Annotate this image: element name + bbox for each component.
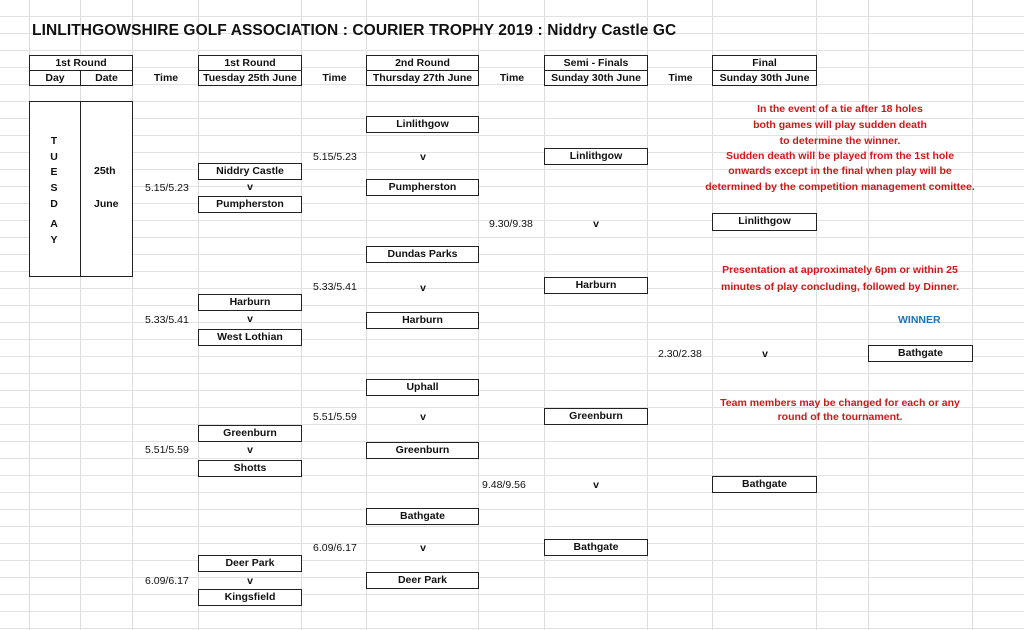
day-letter: S [50, 182, 58, 194]
date-day: 25th [94, 165, 116, 177]
vs-label: v [593, 218, 599, 230]
winner-label: WINNER [898, 314, 941, 326]
day-letter: A [50, 218, 58, 230]
r2-m4-home: Bathgate [366, 508, 479, 525]
r1-m2-away: West Lothian [198, 329, 302, 346]
r1-m3-away: Shotts [198, 460, 302, 477]
day-letter: D [50, 198, 58, 210]
header-second-round: 2nd Round [366, 55, 479, 71]
header-time-3: Time [499, 72, 525, 84]
header-time-1: Time [153, 72, 179, 84]
r2-m2-time: 5.33/5.41 [313, 281, 357, 293]
final-home: Linlithgow [712, 213, 817, 231]
r2-m2-away: Harburn [366, 312, 479, 329]
header-time-2: Time [322, 72, 347, 84]
final-away: Bathgate [712, 476, 817, 493]
semi-m1-away: Harburn [544, 277, 648, 294]
date-month: June [94, 198, 119, 210]
r2-m1-away: Pumpherston [366, 179, 479, 196]
r2-m3-home: Uphall [366, 379, 479, 396]
note-team-line: round of the tournament. [777, 411, 903, 423]
header-semi-finals: Semi - Finals [544, 55, 648, 71]
semi-m1-home: Linlithgow [544, 148, 648, 165]
note-team-line: Team members may be changed for each or any [720, 397, 960, 409]
r1-m1-time: 5.15/5.23 [145, 182, 189, 194]
vs-label: v [247, 313, 253, 325]
note-tie-line: to determine the winner. [779, 135, 901, 147]
note-tie-line: onwards except in the final when play will be [728, 165, 952, 177]
r1-m2-home: Harburn [198, 294, 302, 311]
semi-m2-away: Bathgate [544, 539, 648, 556]
r1-m3-time: 5.51/5.59 [145, 444, 189, 456]
r1-m2-time: 5.33/5.41 [145, 314, 189, 326]
winner-box: Bathgate [868, 345, 973, 362]
day-letter: T [50, 135, 58, 147]
vs-label: v [762, 348, 768, 360]
vs-label: v [420, 411, 426, 423]
r2-m4-time: 6.09/6.17 [313, 542, 357, 554]
header-first-round-date: Tuesday 25th June [198, 70, 302, 86]
vs-label: v [593, 479, 599, 491]
final-time: 2.30/2.38 [658, 348, 702, 360]
header-first-round: 1st Round [198, 55, 302, 71]
vs-label: v [247, 575, 253, 587]
r1-m4-away: Kingsfield [198, 589, 302, 606]
r1-m1-home: Niddry Castle [198, 163, 302, 180]
r2-m1-time: 5.15/5.23 [313, 151, 357, 163]
note-tie-line: Sudden death will be played from the 1st hole [725, 150, 955, 162]
day-letter: E [50, 166, 58, 178]
vs-label: v [420, 151, 426, 163]
date-box [80, 101, 133, 277]
note-presentation-line: Presentation at approximately 6pm or within 25 [722, 264, 958, 276]
semi-m2-home: Greenburn [544, 408, 648, 425]
vs-label: v [247, 181, 253, 193]
r2-m4-away: Deer Park [366, 572, 479, 589]
header-final: Final [712, 55, 817, 71]
header-second-round-date: Thursday 27th June [366, 70, 479, 86]
r1-m3-home: Greenburn [198, 425, 302, 442]
header-date: Date [80, 70, 133, 86]
r2-m2-home: Dundas Parks [366, 246, 479, 263]
semi-m1-time: 9.30/9.38 [489, 218, 533, 230]
header-final-date: Sunday 30th June [712, 70, 817, 86]
day-letter: U [50, 151, 58, 163]
r1-m4-home: Deer Park [198, 555, 302, 572]
r2-m3-time: 5.51/5.59 [313, 411, 357, 423]
note-tie-line: In the event of a tie after 18 holes [757, 103, 923, 115]
note-presentation-line: minutes of play concluding, followed by Dinner. [720, 281, 960, 293]
header-semi-date: Sunday 30th June [544, 70, 648, 86]
note-tie-line: both games will play sudden death [753, 119, 927, 131]
header-day: Day [29, 70, 81, 86]
r2-m1-home: Linlithgow [366, 116, 479, 133]
page-title: LINLITHGOWSHIRE GOLF ASSOCIATION : COURIER TROPHY 2019 : Niddry Castle GC [32, 22, 677, 39]
r1-m1-away: Pumpherston [198, 196, 302, 213]
vs-label: v [420, 542, 426, 554]
day-letter: Y [50, 234, 58, 246]
semi-m2-time: 9.48/9.56 [482, 479, 526, 491]
header-time-4: Time [668, 72, 693, 84]
vs-label: v [247, 444, 253, 456]
note-tie-line: determined by the competition management comittee. [705, 181, 975, 193]
r2-m3-away: Greenburn [366, 442, 479, 459]
vs-label: v [420, 282, 426, 294]
header-first-round-left: 1st Round [29, 55, 133, 71]
r1-m4-time: 6.09/6.17 [145, 575, 189, 587]
